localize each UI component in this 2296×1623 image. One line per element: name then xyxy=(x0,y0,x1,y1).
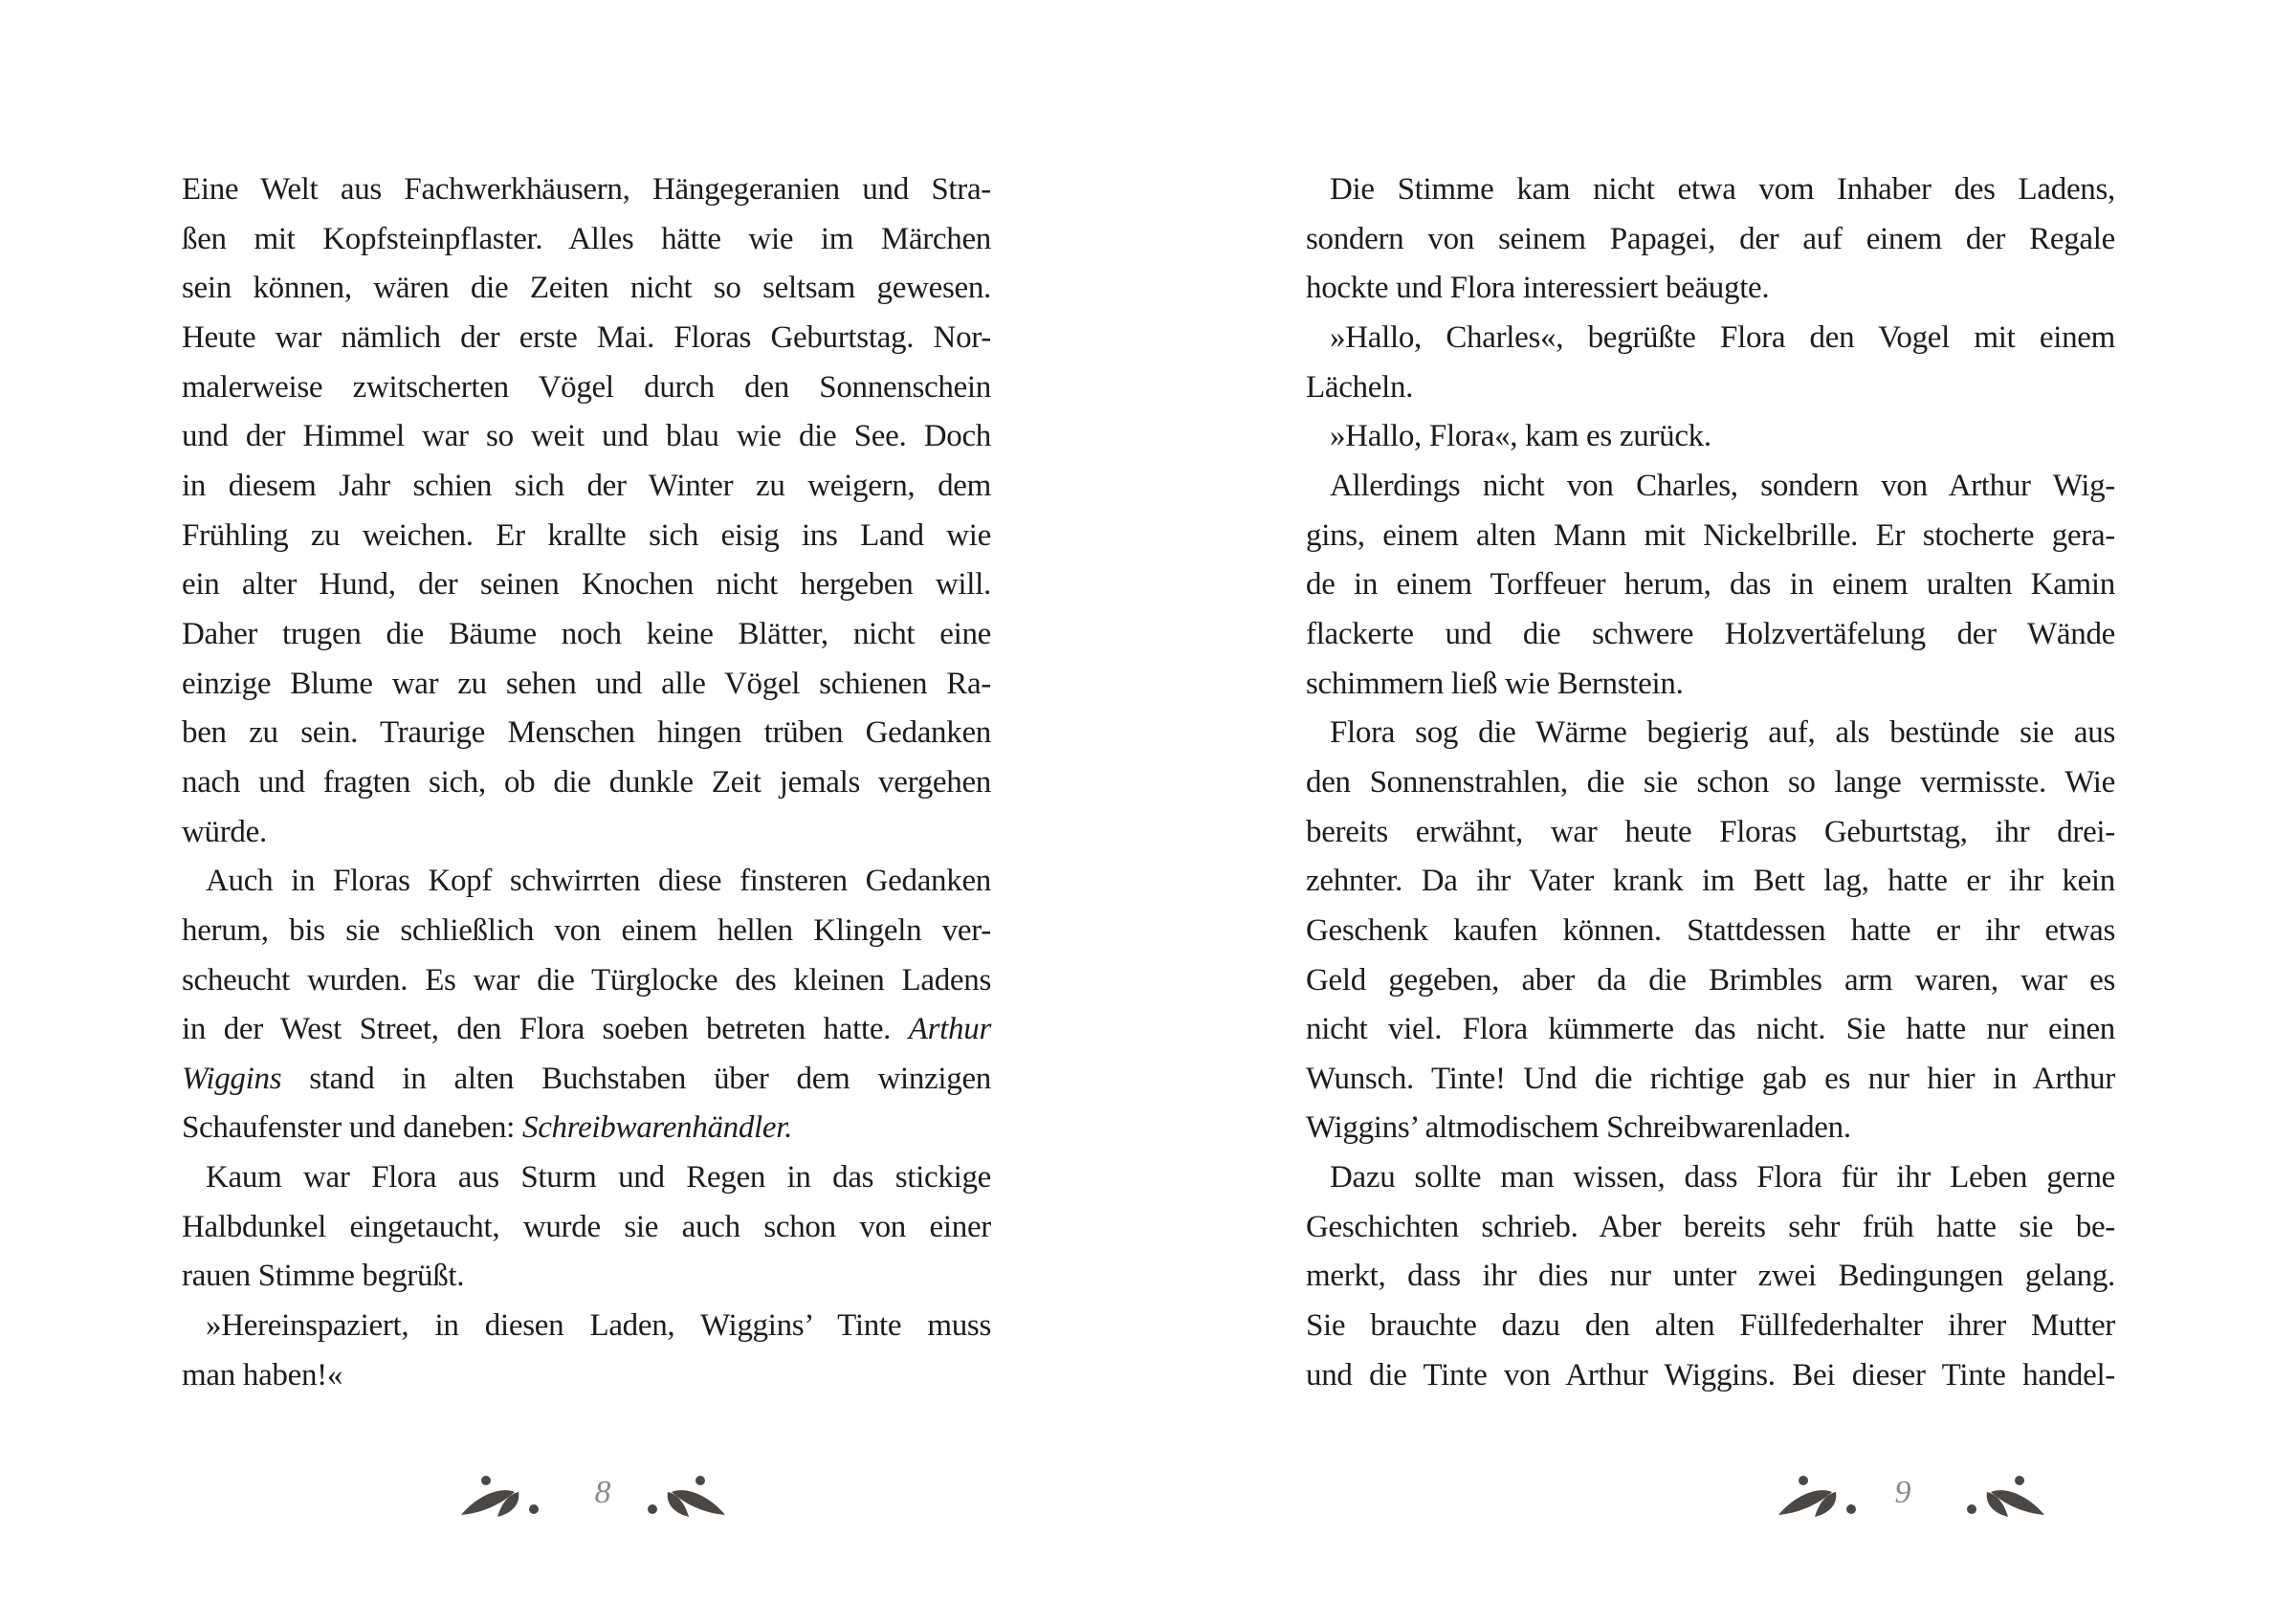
text-span: in der West Street, den Flora soeben betreten hatte. xyxy=(182,1012,892,1047)
text-line: Daher trugen die Bäume noch keine Blätter, nicht eine xyxy=(182,616,991,651)
leaf-ornament-icon xyxy=(641,1465,727,1523)
text-line: gins, einem alten Mann mit Nickelbrille. Er stocherte gera- xyxy=(1306,517,2115,553)
text-span: stand in alten Buchstaben über dem winzigen xyxy=(309,1061,992,1096)
text-line: de in einem Torffeuer herum, das in einem uralten Kamin xyxy=(1306,567,2115,603)
text-line: scheucht wurden. Es war die Türglocke des kleinen Ladens xyxy=(182,962,991,998)
body-text xyxy=(1306,165,2115,1400)
italic-span: Wiggins xyxy=(182,1061,282,1096)
text-line: zehnter. Da ihr Vater krank im Bett lag, hatte er ihr kein xyxy=(1306,864,2115,899)
page-footer xyxy=(450,1465,890,1523)
text-line: Geschichten schrieb. Aber bereits sehr früh hatte sie be- xyxy=(1306,1209,2115,1244)
text-line: und der Himmel war so weit und blau wie die See. Doch xyxy=(182,419,991,454)
text-line: würde. xyxy=(182,814,267,849)
text-line: man haben!« xyxy=(182,1357,343,1393)
text-line: »Hallo, Flora«, kam es zurück. xyxy=(1330,419,1711,454)
text-span: Schaufenster und daneben: xyxy=(182,1110,516,1146)
text-line: Halbdunkel eingetaucht, wurde sie auch schon von einer xyxy=(182,1209,991,1244)
text-line: Allerdings nicht von Charles, sondern von Arthur Wig- xyxy=(1330,468,2115,503)
text-line xyxy=(182,1055,991,1105)
text-line: Flora sog die Wärme begierig auf, als bestünde sie aus xyxy=(1330,715,2115,751)
text-line: in diesem Jahr schien sich der Winter zu weigern, dem xyxy=(182,468,991,503)
right-page xyxy=(1148,0,2296,1623)
leaf-ornament-icon xyxy=(1777,1465,1863,1523)
text-line: Dazu sollte man wissen, dass Flora für ihr Leben gerne xyxy=(1330,1160,2115,1195)
text-line: »Hallo, Charles«, begrüßte Flora den Vogel mit einem xyxy=(1330,319,2115,355)
text-line: sein können, wären die Zeiten nicht so seltsam gewesen. xyxy=(182,271,991,306)
text-line: Kaum war Flora aus Sturm und Regen in das stickige xyxy=(206,1160,991,1195)
text-line: einzige Blume war zu sehen und alle Vögel schienen Ra- xyxy=(182,666,991,701)
text-line: ßen mit Kopfsteinpflaster. Alles hätte wie im Märchen xyxy=(182,221,991,256)
text-line: nach und fragten sich, ob die dunkle Zeit jemals vergehen xyxy=(182,764,991,800)
italic-span: Arthur xyxy=(908,1012,991,1047)
text-line: nicht viel. Flora kümmerte das nicht. Sie hatte nur einen xyxy=(1306,1012,2115,1047)
text-line: Geld gegeben, aber da die Brimbles arm waren, war es xyxy=(1306,962,2115,998)
text-line: Eine Welt aus Fachwerkhäusern, Hängegeranien und Stra- xyxy=(182,172,991,207)
text-line: Heute war nämlich der erste Mai. Floras Geburtstag. Nor- xyxy=(182,319,991,355)
text-line: Auch in Floras Kopf schwirrten diese finsteren Gedanken xyxy=(206,864,991,899)
text-line: Geschenk kaufen können. Stattdessen hatte er ihr etwas xyxy=(1306,912,2115,948)
text-line: hockte und Flora interessiert beäugte. xyxy=(1306,271,1770,306)
text-line: Wiggins’ altmodischem Schreibwarenladen. xyxy=(1306,1110,1851,1146)
page-footer xyxy=(1569,1465,2009,1523)
text-line: Lächeln. xyxy=(1306,369,1414,405)
text-line: Sie brauchte dazu den alten Füllfederhalter ihrer Mutter xyxy=(1306,1308,2115,1344)
text-line xyxy=(182,1005,991,1055)
page-number: 8 xyxy=(594,1475,611,1510)
italic-span: Schreibwarenhändler. xyxy=(522,1110,793,1146)
text-line: bereits erwähnt, war heute Floras Geburtstag, ihr drei- xyxy=(1306,814,2115,849)
text-line: »Hereinspaziert, in diesen Laden, Wiggins’ Tinte muss xyxy=(206,1308,991,1344)
text-line: merkt, dass ihr dies nur unter zwei Bedingungen gelang. xyxy=(1306,1259,2115,1294)
text-line: Die Stimme kam nicht etwa vom Inhaber des Ladens, xyxy=(1330,172,2115,207)
text-line: sondern von seinem Papagei, der auf einem der Regale xyxy=(1306,221,2115,256)
text-line: herum, bis sie schließlich von einem hellen Klingeln ver- xyxy=(182,912,991,948)
text-line: rauen Stimme begrüßt. xyxy=(182,1259,465,1294)
leaf-ornament-icon xyxy=(1960,1465,2046,1523)
text-line: und die Tinte von Arthur Wiggins. Bei dieser Tinte handel- xyxy=(1306,1357,2115,1393)
text-line: Frühling zu weichen. Er krallte sich eisig ins Land wie xyxy=(182,517,991,553)
text-line xyxy=(182,1104,991,1153)
text-line: flackerte und die schwere Holzvertäfelung der Wände xyxy=(1306,616,2115,651)
text-line: ein alter Hund, der seinen Knochen nicht hergeben will. xyxy=(182,567,991,603)
text-line: malerweise zwitscherten Vögel durch den Sonnenschein xyxy=(182,369,991,405)
text-line: ben zu sein. Traurige Menschen hingen trüben Gedanken xyxy=(182,715,991,751)
leaf-ornament-icon xyxy=(459,1465,545,1523)
body-text xyxy=(182,165,991,1400)
text-line: Wunsch. Tinte! Und die richtige gab es nur hier in Arthur xyxy=(1306,1061,2115,1096)
text-line: schimmern ließ wie Bernstein. xyxy=(1306,666,1684,701)
text-line: den Sonnenstrahlen, die sie schon so lange vermisste. Wie xyxy=(1306,764,2115,800)
page-number: 9 xyxy=(1894,1475,1911,1510)
